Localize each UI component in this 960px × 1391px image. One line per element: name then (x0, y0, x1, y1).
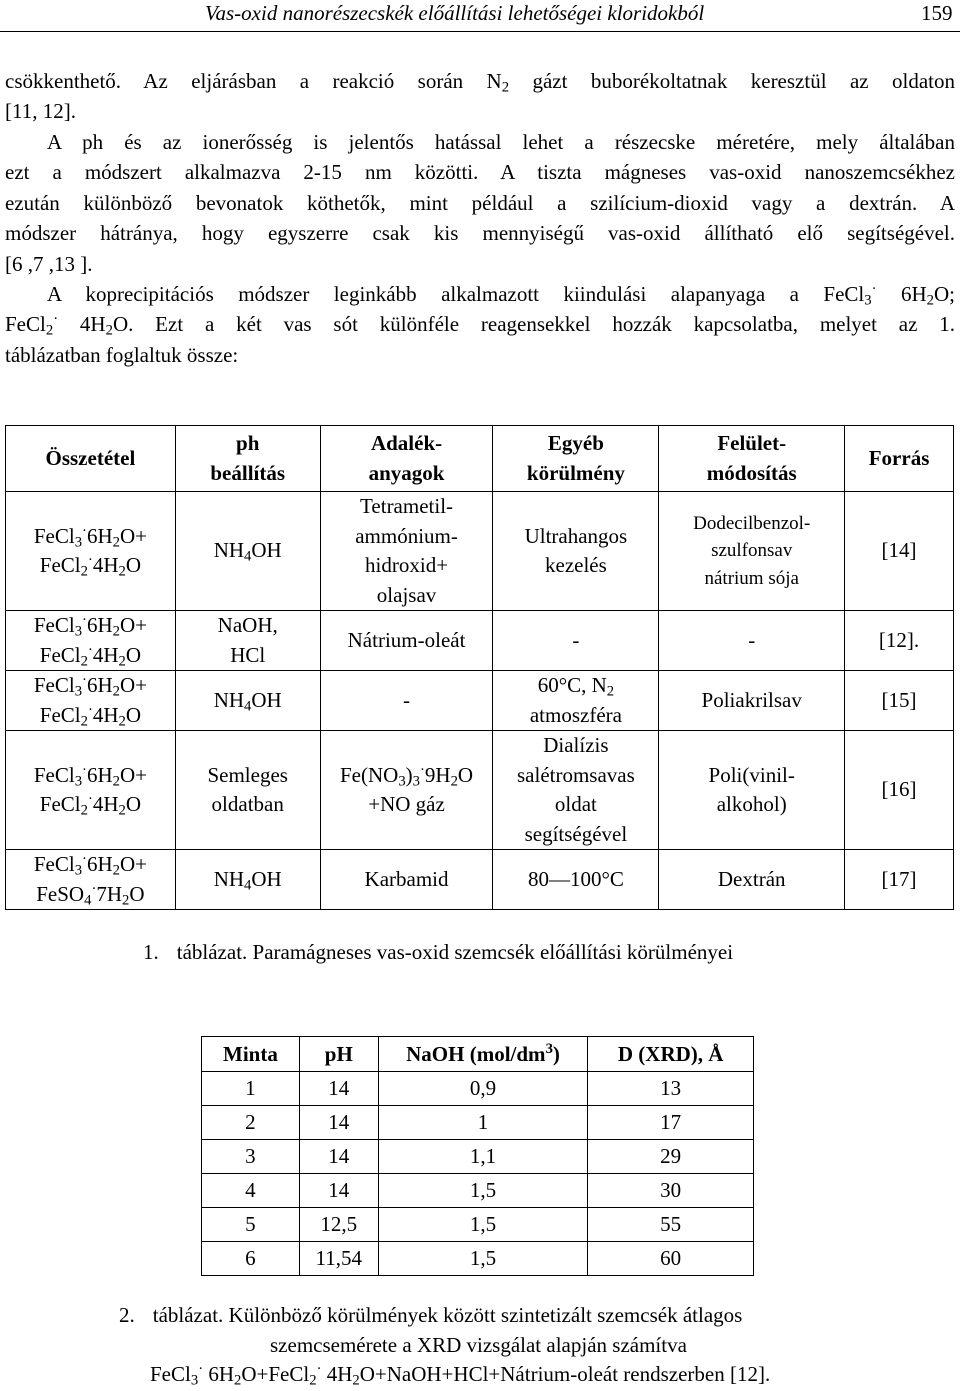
header-surface (659, 426, 845, 492)
header-text: ph (236, 431, 260, 455)
header-source (845, 426, 954, 492)
table-row (202, 1140, 754, 1174)
cell-d-xrd: 55 (588, 1208, 754, 1242)
text-span: Poli(vinil- (708, 762, 795, 787)
text-span: oldatban (211, 792, 284, 816)
header-sample: Minta (202, 1037, 300, 1072)
subscript: 3 (190, 1372, 199, 1389)
text-line: táblázatban foglaltuk össze: (5, 342, 239, 367)
cell-surface (659, 731, 845, 850)
subscript: 2 (234, 1372, 242, 1389)
superscript: · (198, 1360, 204, 1377)
table-row (202, 1072, 754, 1106)
superscript: · (82, 611, 87, 628)
subscript: 3 (398, 773, 406, 790)
text-span: Nátrium-oleát (347, 627, 466, 652)
cell-ph: 14 (299, 1174, 378, 1208)
page-number: 159 (921, 1, 953, 25)
caption-number: 1. (143, 940, 159, 964)
cell-other (493, 492, 659, 611)
cell-ph (175, 850, 320, 910)
text-span: O (125, 553, 142, 577)
cell-ph: 14 (299, 1072, 378, 1106)
text-span: ammónium- (355, 523, 458, 548)
cell-ph: 11,54 (299, 1242, 378, 1276)
text-span: NaOH, (217, 613, 278, 637)
text-span: +NO gáz (368, 792, 445, 816)
subscript: 2 (112, 683, 120, 700)
text-span: O+ (119, 523, 147, 548)
header-text: Összetétel (45, 445, 136, 470)
text-line (5, 309, 955, 339)
cell-ph (175, 731, 320, 850)
text-span: NH (213, 866, 245, 891)
text-span: FeCl (39, 553, 81, 577)
text-span: FeCl (39, 642, 81, 667)
cell-composition (6, 731, 176, 850)
superscript: · (87, 551, 93, 568)
text-span: FeCl (33, 852, 75, 876)
superscript: · (82, 522, 87, 539)
table-row (202, 1242, 754, 1276)
cell-d-xrd: 60 (588, 1242, 754, 1276)
cell-ph (175, 492, 320, 611)
superscript: · (87, 701, 93, 718)
cell-sample: 3 (202, 1140, 300, 1174)
subscript: 2 (112, 623, 120, 640)
text-span: atmoszféra (529, 702, 622, 727)
subscript: 2 (606, 683, 615, 700)
subscript: 2 (501, 79, 510, 96)
text-line: A ph és az ionerősség is jelentős hatással lehet a részecske méretére, mely általában (47, 130, 955, 154)
text-span: Dextrán (717, 866, 786, 891)
subscript: 2 (80, 563, 88, 580)
text-span: 80—100 (527, 866, 602, 891)
cell-d-xrd: 13 (588, 1072, 754, 1106)
subscript: 3 (74, 862, 83, 879)
cell-source (845, 731, 954, 850)
cell-naoh: 1,5 (378, 1242, 588, 1276)
text-line (5, 66, 955, 96)
header-text: Felület- (717, 431, 787, 455)
text-span: FeCl (33, 523, 75, 548)
text-span: 4H (321, 1362, 353, 1386)
text-span: Dodecilbenzol- (693, 512, 811, 534)
text-span: 4H (92, 702, 119, 727)
text-span: [12]. (878, 627, 920, 652)
text-span: 4H (92, 642, 119, 667)
text-span: Semleges (207, 762, 288, 787)
subscript: 2 (80, 713, 88, 730)
text-span: 6H (86, 523, 113, 548)
cell-naoh: 1,5 (378, 1208, 588, 1242)
subscript: 2 (352, 1372, 360, 1389)
cell-additives (320, 492, 493, 611)
cell-ph (175, 671, 320, 731)
cell-sample: 1 (202, 1072, 300, 1106)
running-header (0, 0, 960, 30)
text-span: - (748, 627, 756, 652)
text-span: salétromsavas (517, 762, 635, 787)
text-span: Dialízis (543, 733, 609, 757)
subscript: 2 (80, 653, 88, 670)
cell-source (845, 671, 954, 731)
cell-surface (659, 850, 845, 910)
header-text: Egyéb (547, 431, 604, 455)
header-text: NaOH (mol/dm (406, 1041, 546, 1066)
subscript: 2 (309, 1372, 317, 1389)
table-header-row (202, 1037, 754, 1072)
superscript: · (82, 761, 87, 778)
cell-additives (320, 611, 493, 671)
text-span: Poliakrilsav (701, 687, 802, 712)
text-span: 6H (203, 1362, 235, 1386)
table-2-caption-line-1 (119, 1303, 742, 1328)
superscript: · (91, 880, 97, 897)
text-span: Ultrahangos (524, 523, 628, 548)
cell-ph: 12,5 (299, 1208, 378, 1242)
subscript: 3 (74, 534, 83, 551)
header-text: ) (552, 1041, 560, 1066)
cell-naoh: 1,1 (378, 1140, 588, 1174)
text-span: 6H (86, 762, 113, 787)
text-span: A koprecipitációs módszer leginkább alkalmazott kiindulási alapanyaga a FeCl (47, 282, 865, 306)
text-span: FeCl (150, 1362, 191, 1386)
superscript: · (82, 850, 87, 867)
text-span: NH (213, 687, 245, 712)
header-rule (0, 31, 960, 32)
cell-surface (659, 492, 845, 611)
text-span: [16] (881, 777, 917, 802)
superscript: · (87, 790, 93, 807)
cell-source (845, 492, 954, 611)
cell-sample: 6 (202, 1242, 300, 1276)
subscript: 2 (118, 653, 126, 670)
text-span: FeCl (5, 312, 46, 337)
text-span: Karbamid (364, 866, 449, 891)
text-span: OH (251, 538, 282, 563)
text-span: OH (251, 687, 282, 712)
subscript: 2 (118, 802, 126, 819)
text-span: FeCl (39, 702, 81, 727)
subscript: 2 (112, 773, 120, 790)
text-span: O+ (119, 762, 147, 787)
header-additives (320, 426, 493, 492)
text-span: Tetrametil- (360, 494, 454, 518)
header-ph: pH (299, 1037, 378, 1072)
table-row (202, 1208, 754, 1242)
subscript: 3 (412, 773, 420, 790)
text-line: [11, 12]. (5, 99, 76, 124)
text-span: NH (213, 538, 245, 563)
superscript: · (420, 761, 425, 778)
text-span: olajsav (376, 582, 437, 607)
cell-ph: 14 (299, 1106, 378, 1140)
text-span: O (125, 702, 142, 727)
superscript: · (316, 1360, 322, 1377)
cell-composition (6, 611, 176, 671)
caption-number: 2. (119, 1303, 135, 1327)
cell-sample: 4 (202, 1174, 300, 1208)
subscript: 2 (112, 862, 120, 879)
caption-text: táblázat. Különböző körülmények között szintetizált szemcsék átlagos (152, 1303, 743, 1327)
cell-additives (320, 850, 493, 910)
text-line: ezután különböző bevonatok köthetők, mint például a szilícium-dioxid vagy a dextrán. A (5, 190, 955, 215)
text-span: O (457, 762, 474, 787)
degree-sign: ° (558, 673, 568, 697)
header-text: anyagok (368, 460, 445, 485)
text-span: O+ (119, 613, 147, 637)
superscript: · (82, 671, 87, 688)
paragraph-1 (5, 66, 955, 127)
text-span: O (125, 642, 142, 667)
text-span: O+ (119, 673, 147, 697)
text-span: O+NaOH+HCl+Nátrium-oleát rendszerben [12]. (359, 1362, 771, 1386)
cell-naoh: 1,5 (378, 1174, 588, 1208)
table-2-caption-line-2: szemcsemérete a XRD vizsgálat alapján számítva (270, 1333, 687, 1357)
text-span: [14] (881, 538, 917, 563)
subscript: 2 (105, 323, 113, 340)
cell-other (493, 671, 659, 731)
subscript: 4 (244, 548, 252, 565)
superscript: · (871, 280, 877, 297)
table-row (6, 611, 954, 671)
table-row (202, 1174, 754, 1208)
text-span: - (403, 687, 411, 712)
text-span: [15] (881, 687, 917, 712)
table-row (6, 850, 954, 910)
text-span: 60 (537, 673, 559, 697)
cell-source (845, 850, 954, 910)
text-line: ezt a módszert alkalmazva 2-15 nm közötti. A tiszta mágneses vas-oxid nanoszemcsékhez (5, 160, 955, 185)
cell-other (493, 611, 659, 671)
table-2-caption-line-3 (150, 1362, 770, 1387)
text-span: kezelés (545, 553, 607, 577)
table-row (202, 1106, 754, 1140)
text-line: módszer hátránya, hogy egyszerre csak kis mennyiségű vas-oxid állítható elő segítségével. (5, 221, 955, 246)
header-other (493, 426, 659, 492)
text-span: FeCl (39, 792, 81, 816)
header-d-xrd: D (XRD), Å (588, 1037, 754, 1072)
subscript: 3 (74, 773, 83, 790)
header-text: módosítás (706, 460, 797, 485)
text-span: OH (251, 866, 282, 891)
cell-other (493, 850, 659, 910)
subscript: 3 (74, 683, 83, 700)
text-span: [17] (881, 866, 917, 891)
text-span: O+FeCl (241, 1362, 310, 1386)
text-span: C, N (567, 673, 607, 697)
cell-other (493, 731, 659, 850)
header-composition (6, 426, 176, 492)
table-1-caption (143, 940, 733, 965)
text-span: 6H (86, 852, 113, 876)
header-ph (175, 426, 320, 492)
cell-d-xrd: 29 (588, 1140, 754, 1174)
subscript: 2 (118, 563, 126, 580)
text-span: 4H (58, 312, 106, 337)
text-span: csökkenthető. Az eljárásban a reakció során N (5, 69, 502, 93)
subscript: 2 (926, 292, 934, 309)
subscript: 2 (45, 323, 54, 340)
cell-sample: 2 (202, 1106, 300, 1140)
cell-d-xrd: 30 (588, 1174, 754, 1208)
text-span: FeCl (33, 613, 75, 637)
text-span: 6H (876, 282, 927, 306)
subscript: 4 (244, 698, 252, 715)
text-span: - (572, 627, 580, 652)
running-header-title: Vas-oxid nanorészecskék előállítási lehetőségei kloridokból (205, 1, 705, 25)
text-span: alkohol) (716, 792, 787, 816)
subscript: 4 (244, 877, 252, 894)
text-span: 4H (92, 792, 119, 816)
header-naoh (378, 1037, 588, 1072)
text-span: O; (934, 282, 955, 306)
text-span: FeCl (33, 673, 75, 697)
subscript: 4 (84, 892, 92, 909)
cell-composition (6, 671, 176, 731)
text-span: O (125, 792, 142, 816)
text-span: 9H (424, 762, 451, 787)
text-span: gázt buborékoltatnak keresztül az oldaton (509, 69, 955, 93)
cell-surface (659, 671, 845, 731)
text-span: O. Ezt a két vas sót különféle reagensekkel hozzák kapcsolatba, melyet az 1. (112, 312, 956, 337)
subscript: 2 (122, 892, 130, 909)
cell-surface (659, 611, 845, 671)
text-span: C (609, 866, 624, 891)
text-span: FeCl (33, 762, 75, 787)
text-span: nátrium sója (704, 567, 799, 589)
text-span: 6H (86, 673, 113, 697)
cell-composition (6, 850, 176, 910)
subscript: 3 (864, 292, 872, 309)
text-span: FeSO (36, 881, 85, 906)
superscript: 3 (545, 1040, 553, 1057)
subscript: 2 (118, 713, 126, 730)
subscript: 2 (80, 802, 88, 819)
text-span: Fe(NO (339, 762, 399, 787)
cell-sample: 5 (202, 1208, 300, 1242)
cell-composition (6, 492, 176, 611)
caption-text: táblázat. Paramágneses vas-oxid szemcsék előállítási körülményei (176, 940, 734, 964)
header-text: körülmény (526, 460, 625, 485)
text-span: oldat (554, 792, 597, 816)
table-row (6, 671, 954, 731)
table-2 (201, 1036, 754, 1276)
text-span: hidroxid+ (365, 553, 449, 577)
text-span: O (129, 881, 145, 906)
table-row (6, 492, 954, 611)
cell-naoh: 0,9 (378, 1072, 588, 1106)
cell-additives (320, 671, 493, 731)
table-row (6, 731, 954, 850)
text-span: O+ (119, 852, 147, 876)
cell-d-xrd: 17 (588, 1106, 754, 1140)
text-span: 6H (86, 613, 113, 637)
degree-sign: ° (601, 866, 610, 891)
paragraph-2 (5, 127, 955, 279)
table-1 (5, 425, 954, 910)
text-span: 4H (92, 553, 119, 577)
subscript: 2 (450, 773, 458, 790)
cell-additives (320, 731, 493, 850)
text-span: szulfonsav (711, 540, 793, 562)
cell-ph (175, 611, 320, 671)
cell-ph: 14 (299, 1140, 378, 1174)
header-text: Adalék- (370, 431, 443, 455)
cell-naoh: 1 (378, 1106, 588, 1140)
paragraph-3 (5, 279, 955, 370)
text-span: 7H (96, 881, 123, 906)
superscript: · (53, 311, 59, 328)
text-span: ) (405, 762, 413, 787)
text-span: segítségével (524, 821, 628, 846)
header-text: beállítás (210, 460, 286, 485)
header-text: Forrás (868, 445, 930, 470)
table-header-row (6, 426, 954, 492)
text-line: [6 ,7 ,13 ]. (5, 251, 93, 276)
text-line (5, 279, 955, 309)
superscript: · (87, 641, 93, 658)
cell-source (845, 611, 954, 671)
subscript: 2 (112, 534, 120, 551)
text-span: HCl (230, 642, 266, 667)
subscript: 3 (74, 623, 83, 640)
